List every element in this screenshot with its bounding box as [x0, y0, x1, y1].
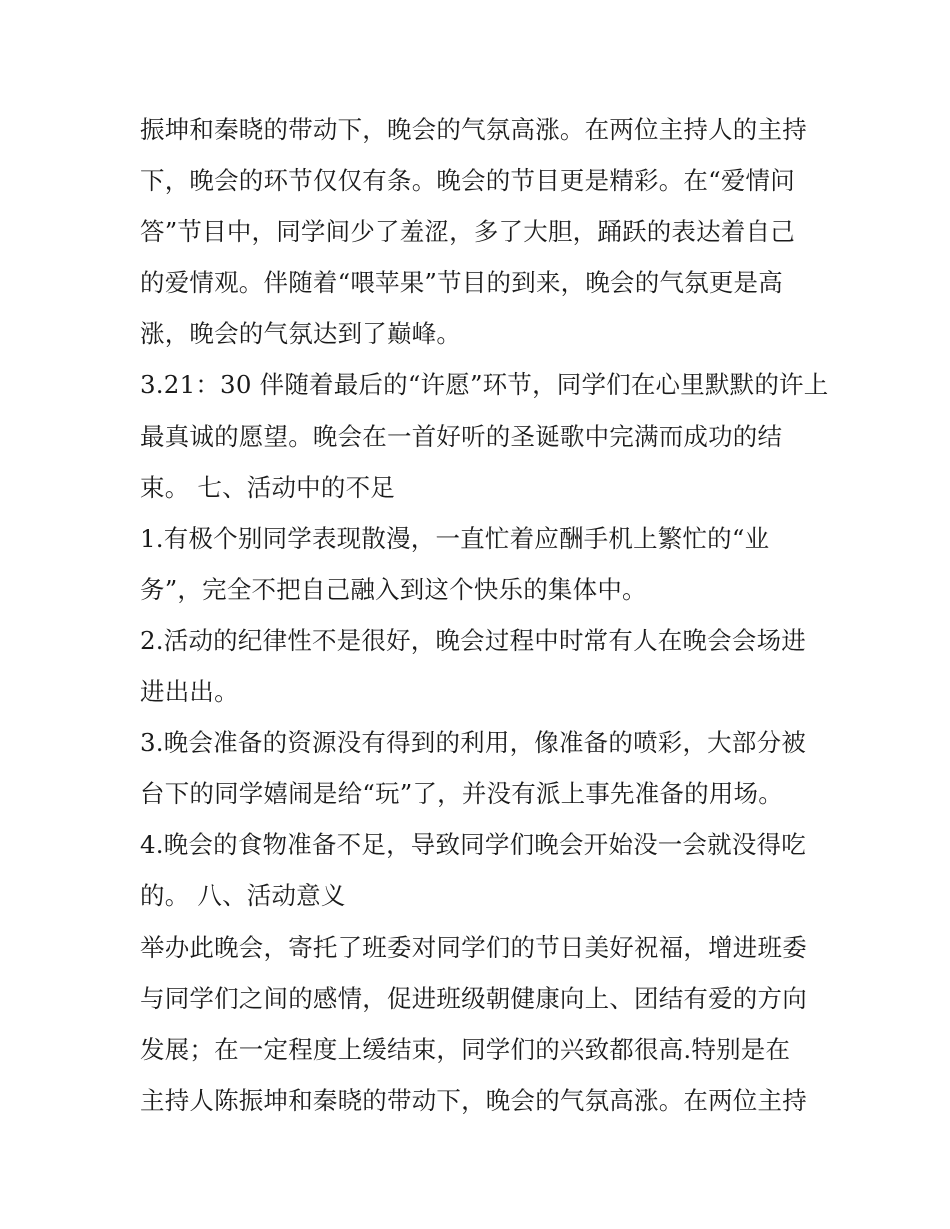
- text-line: 的爱情观。伴随着“喂苹果”节目的到来，晚会的气氛更是高: [140, 268, 783, 298]
- text-line: 最真诚的愿望。晚会在一首好听的圣诞歌中完满而成功的结: [140, 421, 783, 451]
- text-line: 进出出。: [140, 677, 239, 707]
- list-item-line: 1.有极个别同学表现散漫，一直忙着应酬手机上繁忙的“业: [140, 523, 770, 553]
- text-line: 与同学们之间的感情，促进班级朝健康向上、团结有爱的方向: [140, 983, 807, 1013]
- text-line: 答”节目中，同学间少了羞涩，多了大胆，踊跃的表达着自己: [140, 217, 795, 247]
- section-heading-line: 束。 七、活动中的不足: [140, 472, 395, 502]
- list-item-line: 2.活动的纪律性不是很好，晚会过程中时常有人在晚会会场进: [140, 625, 806, 655]
- text-line: 务”，完全不把自己融入到这个快乐的集体中。: [140, 574, 647, 604]
- text-line: 举办此晚会，寄托了班委对同学们的节日美好祝福，增进班委: [140, 932, 807, 962]
- section-heading-line: 的。 八、活动意义: [140, 881, 346, 911]
- document-body: [140, 104, 829, 1126]
- text-line: 台下的同学嬉闹是给“玩”了，并没有派上事先准备的用场。: [140, 779, 783, 809]
- text-line: 3.21：30 伴随着最后的“许愿”环节，同学们在心里默默的许上: [140, 370, 829, 400]
- text-line: 发展；在一定程度上缓结束，同学们的兴致都很高.特别是在: [140, 1034, 791, 1064]
- text-line: 振坤和秦晓的带动下，晚会的气氛高涨。在两位主持人的主持: [140, 115, 807, 144]
- list-item-line: 4.晚会的食物准备不足，导致同学们晚会开始没一会就没得吃: [140, 830, 806, 860]
- text-line: 涨，晚会的气氛达到了巅峰。: [140, 319, 462, 349]
- list-item-line: 3.晚会准备的资源没有得到的利用，像准备的喷彩，大部分被: [140, 728, 806, 758]
- text-line: 下，晚会的环节仅仅有条。晚会的节目更是精彩。在“爱情问: [140, 166, 795, 196]
- text-line: 主持人陈振坤和秦晓的带动下，晚会的气氛高涨。在两位主持: [140, 1085, 807, 1115]
